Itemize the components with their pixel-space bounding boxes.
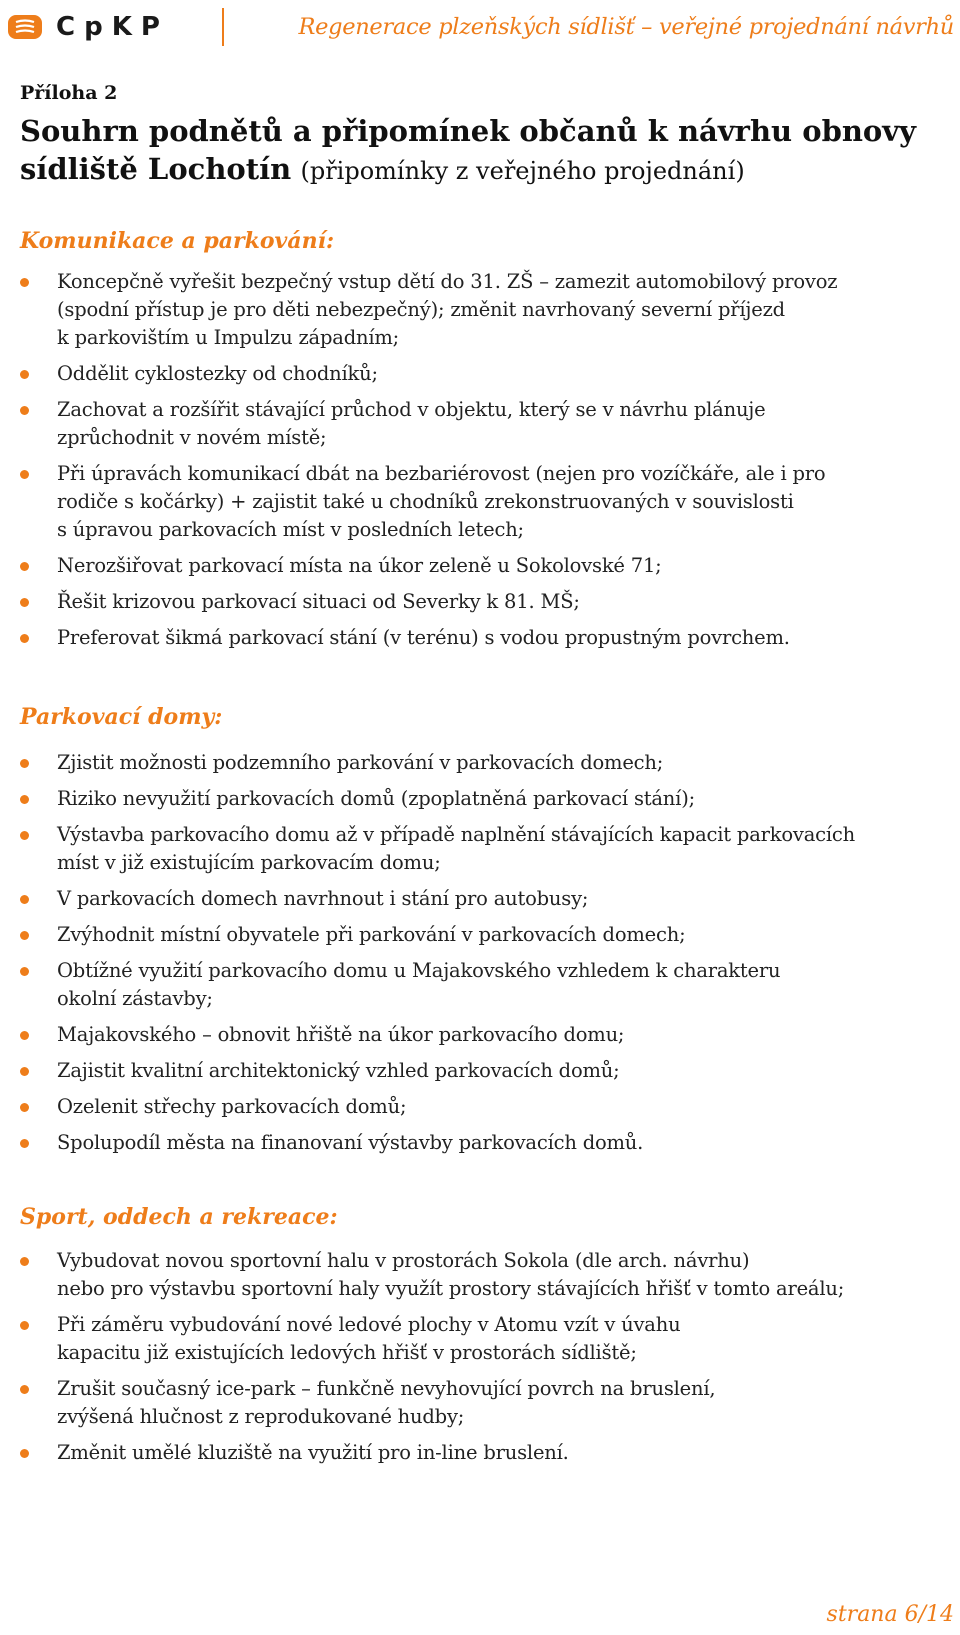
list-sport <box>20 1247 955 1475</box>
bullet-icon <box>20 370 29 379</box>
list-komunikace <box>20 268 955 660</box>
page-number: strana 6/14 <box>826 1602 954 1627</box>
bullet-icon <box>20 470 29 479</box>
list-item: Obtížné využití parkovacího domu u Majakovského vzhledem k charakteru okolní zástavby; <box>20 957 955 1013</box>
list-item: Vybudovat novou sportovní halu v prostorách Sokola (dle arch. návrhu) nebo pro výstavbu sportovní haly využít prostory stávajících hřišť v tomto areálu; <box>20 1247 955 1303</box>
header-divider <box>222 8 224 46</box>
list-item: Změnit umělé kluziště na využití pro in-line bruslení. <box>20 1439 955 1467</box>
bullet-icon <box>20 634 29 643</box>
bullet-icon <box>20 967 29 976</box>
list-item: Ozelenit střechy parkovacích domů; <box>20 1093 955 1121</box>
list-item: Majakovského – obnovit hřiště na úkor parkovacího domu; <box>20 1021 955 1049</box>
logo-mark-icon <box>8 13 42 41</box>
page-header <box>0 0 960 58</box>
bullet-icon <box>20 598 29 607</box>
list-item: Riziko nevyužití parkovacích domů (zpoplatněná parkovací stání); <box>20 785 955 813</box>
bullet-icon <box>20 1385 29 1394</box>
bullet-icon <box>20 1257 29 1266</box>
title-subtitle: (připomínky z veřejného projednání) <box>300 157 745 185</box>
bullet-icon <box>20 562 29 571</box>
header-title: Regenerace plzeňských sídlišť – veřejné projednání návrhů <box>298 14 954 40</box>
bullet-icon <box>20 1449 29 1458</box>
list-item: Nerozšiřovat parkovací místa na úkor zeleně u Sokolovské 71; <box>20 552 955 580</box>
title-main: Souhrn podnětů a připomínek občanů k návrhu obnovy sídliště Lochotín <box>20 114 916 186</box>
bullet-icon <box>20 1031 29 1040</box>
bullet-icon <box>20 931 29 940</box>
list-item: Zachovat a rozšířit stávající průchod v objektu, který se v návrhu plánuje zprůchodnit v novém místě; <box>20 396 955 452</box>
bullet-icon <box>20 1321 29 1330</box>
bullet-icon <box>20 831 29 840</box>
bullet-icon <box>20 895 29 904</box>
logo-text: CpKP <box>56 12 169 42</box>
list-item: Koncepčně vyřešit bezpečný vstup dětí do 31. ZŠ – zamezit automobilový provoz (spodní přístup je pro děti nebezpečný); změnit navrhovaný severní příjezd k parkovištím u Impulzu západním; <box>20 268 955 352</box>
appendix-label: Příloha 2 <box>20 82 118 104</box>
list-parkovaci-domy <box>20 749 955 1165</box>
list-item: Zjistit možnosti podzemního parkování v parkovacích domech; <box>20 749 955 777</box>
bullet-icon <box>20 406 29 415</box>
list-item: Spolupodíl města na finanovaní výstavby parkovacích domů. <box>20 1129 955 1157</box>
list-item: Řešit krizovou parkovací situaci od Severky k 81. MŠ; <box>20 588 955 616</box>
cpkp-logo <box>8 10 169 44</box>
bullet-icon <box>20 759 29 768</box>
list-item: Preferovat šikmá parkovací stání (v terénu) s vodou propustným povrchem. <box>20 624 955 652</box>
bullet-icon <box>20 1067 29 1076</box>
section-heading-parkovaci-domy: Parkovací domy: <box>20 704 223 730</box>
list-item: Zvýhodnit místní obyvatele při parkování v parkovacích domech; <box>20 921 955 949</box>
bullet-icon <box>20 1103 29 1112</box>
section-heading-komunikace: Komunikace a parkování: <box>20 228 335 254</box>
list-item: Výstavba parkovacího domu až v případě naplnění stávajících kapacit parkovacích míst v již existujícím parkovacím domu; <box>20 821 955 877</box>
bullet-icon <box>20 795 29 804</box>
list-item: Při úpravách komunikací dbát na bezbariérovost (nejen pro vozíčkáře, ale i pro rodiče s kočárky) + zajistit také u chodníků zrekonstruovaných v souvislosti s úpravou parkovacích míst v posledních letech; <box>20 460 955 544</box>
bullet-icon <box>20 1139 29 1148</box>
section-heading-sport: Sport, oddech a rekreace: <box>20 1204 338 1230</box>
list-item: V parkovacích domech navrhnout i stání pro autobusy; <box>20 885 955 913</box>
list-item: Při záměru vybudování nové ledové plochy v Atomu vzít v úvahu kapacitu již existujících ledových hřišť v prostorách sídliště; <box>20 1311 955 1367</box>
list-item: Oddělit cyklostezky od chodníků; <box>20 360 955 388</box>
page-title <box>20 112 950 190</box>
list-item: Zajistit kvalitní architektonický vzhled parkovacích domů; <box>20 1057 955 1085</box>
bullet-icon <box>20 278 29 287</box>
list-item: Zrušit současný ice-park – funkčně nevyhovující povrch na bruslení, zvýšená hlučnost z reprodukované hudby; <box>20 1375 955 1431</box>
